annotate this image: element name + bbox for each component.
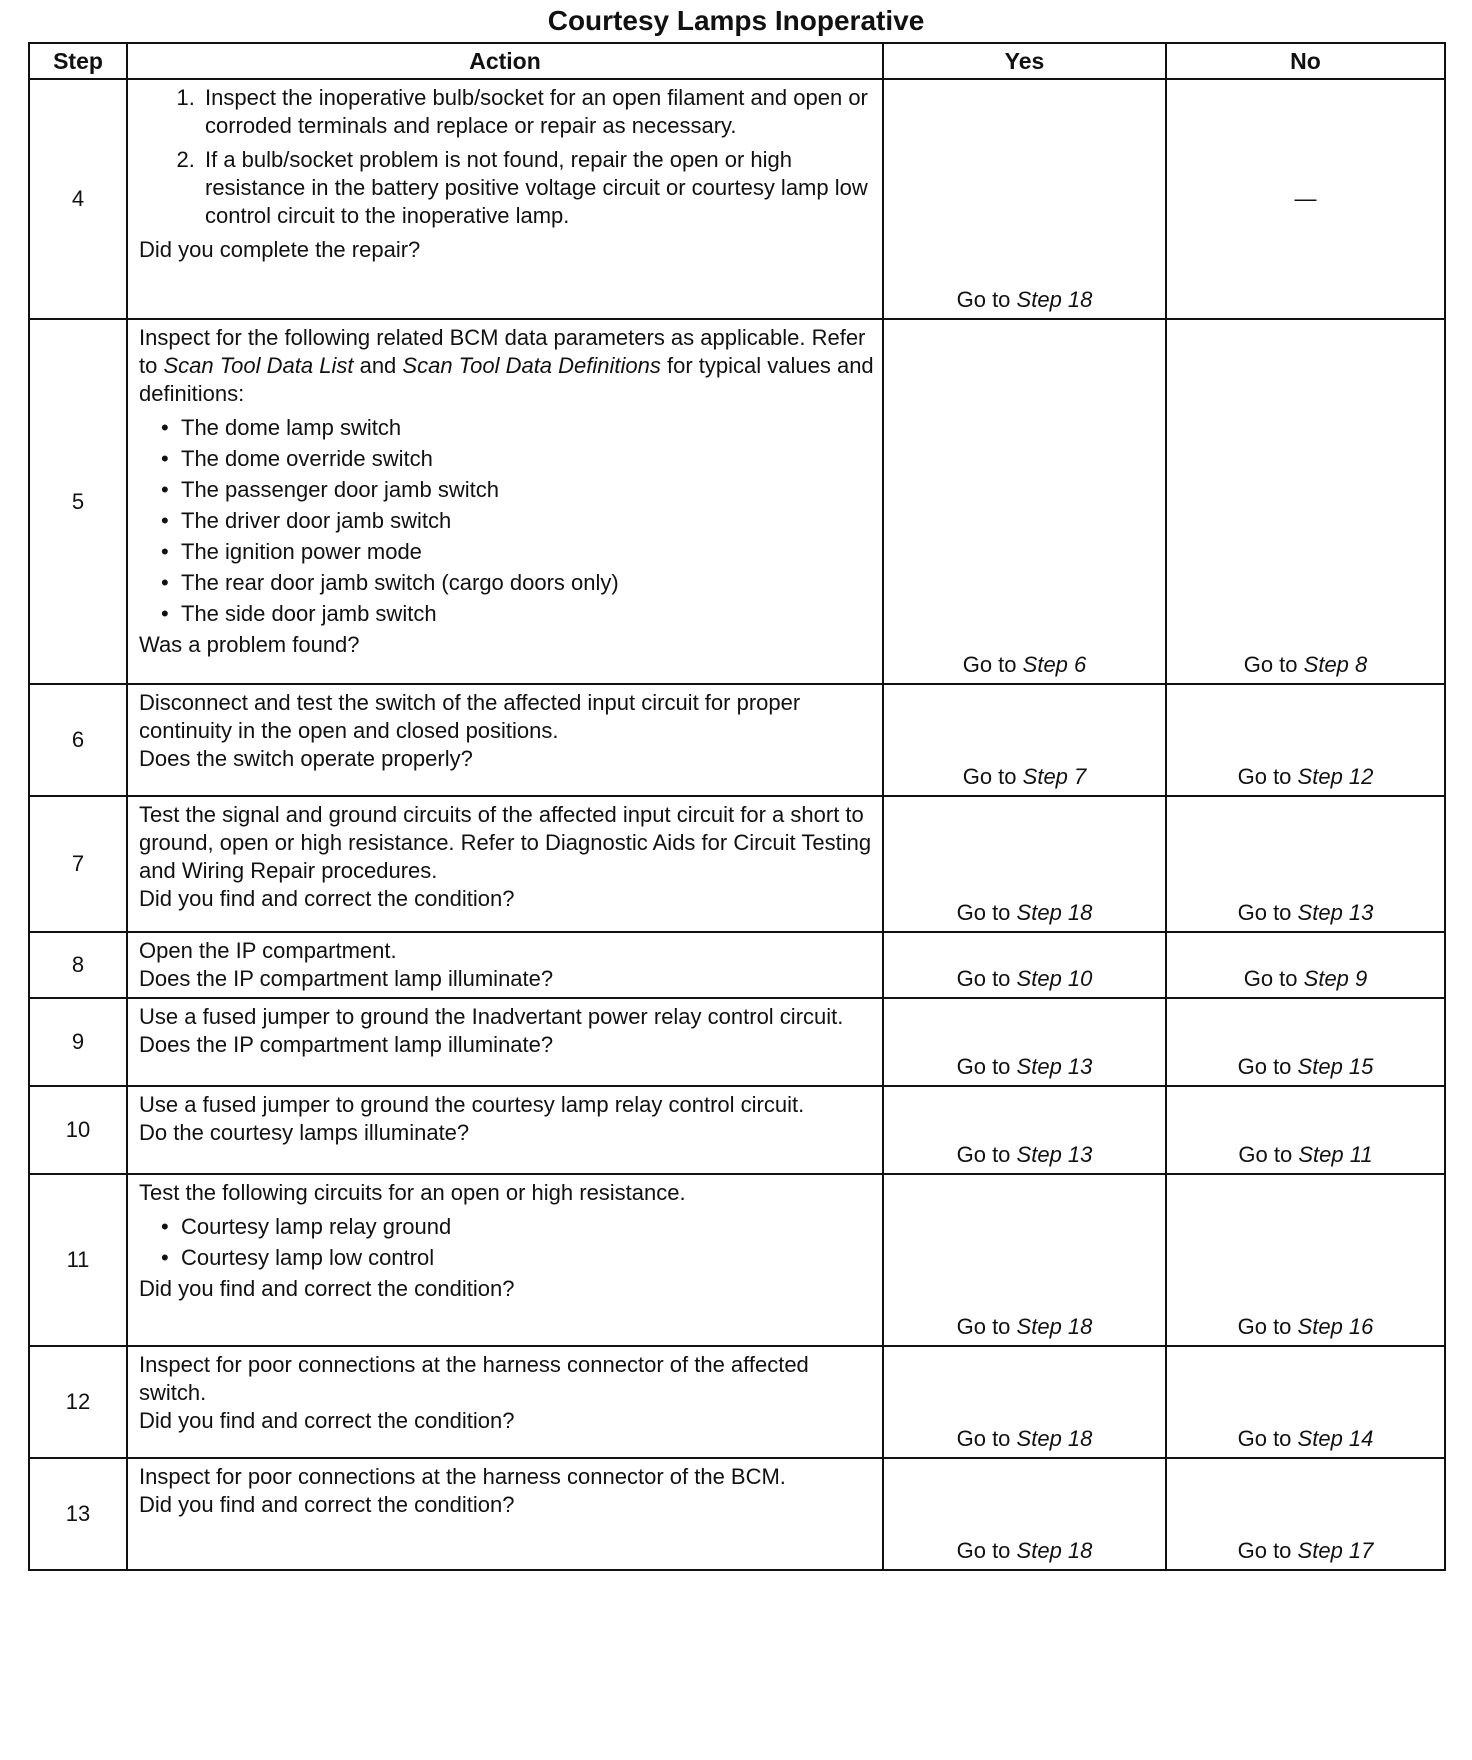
question-text: Did you find and correct the condition? <box>139 1492 515 1517</box>
page-title: Courtesy Lamps Inoperative <box>547 5 925 36</box>
question-text: Did you find and correct the condition? <box>139 886 515 911</box>
instruction-part: Inspect for the following related BCM data parameters as applicable. Refer to <box>139 325 866 378</box>
diagnostic-table <box>28 42 1446 1571</box>
yes-result <box>883 1346 1166 1458</box>
instruction-text: Test the following circuits for an open or high resistance. <box>139 1180 686 1205</box>
action-cell <box>127 79 883 319</box>
instruction-text: Use a fused jumper to ground the courtesy lamp relay control circuit. <box>139 1092 805 1117</box>
step-reference: Step 8 <box>1303 652 1368 677</box>
instruction-text: Test the signal and ground circuits of the affected input circuit for a short to ground, open or high resistance. Refer to Diagnostic Aids for Circuit Testing and Wiring Repair procedures. <box>139 802 872 883</box>
question-text: Does the IP compartment lamp illuminate? <box>139 1032 554 1057</box>
header-action: Action <box>127 43 883 79</box>
go-to-label: Go to <box>1237 1426 1292 1451</box>
no-result <box>1166 998 1445 1086</box>
step-reference: Step 13 <box>1297 900 1374 925</box>
no-result <box>1166 1174 1445 1346</box>
step-reference: Step 15 <box>1297 1054 1374 1079</box>
yes-result <box>883 932 1166 998</box>
step-number: 11 <box>29 1174 127 1346</box>
no-result <box>1166 79 1445 319</box>
table-row-step-5 <box>29 319 1445 684</box>
step-reference: Step 14 <box>1297 1426 1374 1451</box>
step-reference: Step 11 <box>1298 1142 1373 1167</box>
question-text: Did you find and correct the condition? <box>139 1276 515 1301</box>
action-cell <box>127 1346 883 1458</box>
go-to-label: Go to <box>956 1538 1011 1563</box>
list-item: • The ignition power mode <box>181 538 878 566</box>
question-text: Does the switch operate properly? <box>139 746 473 771</box>
yes-result <box>883 1086 1166 1174</box>
go-to-label: Go to <box>956 1142 1011 1167</box>
instruction-text: Disconnect and test the switch of the affected input circuit for proper continuity in the open and closed positions. <box>139 690 801 743</box>
step-reference: Step 7 <box>1022 764 1087 789</box>
step-reference: Step 13 <box>1016 1054 1093 1079</box>
yes-result <box>883 684 1166 796</box>
header-yes: Yes <box>883 43 1166 79</box>
step-reference: Step 10 <box>1016 966 1093 991</box>
step-reference: Step 18 <box>1016 1314 1093 1339</box>
bullet-list <box>139 1213 878 1272</box>
go-to-label: Go to <box>1237 900 1292 925</box>
instruction-text: Inspect for poor connections at the harness connector of the BCM. <box>139 1464 786 1489</box>
step-number: 9 <box>29 998 127 1086</box>
go-to-label: Go to <box>1238 1142 1293 1167</box>
question-text: Did you complete the repair? <box>139 237 421 262</box>
instruction-text: Use a fused jumper to ground the Inadvertant power relay control circuit. <box>139 1004 844 1029</box>
action-cell <box>127 684 883 796</box>
instruction-part: for typical values and definitions: <box>139 353 874 406</box>
step-number: 6 <box>29 684 127 796</box>
action-cell <box>127 1174 883 1346</box>
list-item: • Courtesy lamp relay ground <box>181 1213 878 1241</box>
step-reference: Step 18 <box>1016 1538 1093 1563</box>
go-to-label: Go to <box>1237 1054 1292 1079</box>
yes-result <box>883 319 1166 684</box>
list-item: • The driver door jamb switch <box>181 507 878 535</box>
question-text: Does the IP compartment lamp illuminate? <box>139 966 554 991</box>
yes-result <box>883 998 1166 1086</box>
instruction-text: Open the IP compartment. <box>139 938 397 963</box>
step-number: 5 <box>29 319 127 684</box>
header-row <box>29 43 1445 79</box>
no-result <box>1166 1458 1445 1570</box>
yes-result <box>883 1174 1166 1346</box>
table-row-step-6 <box>29 684 1445 796</box>
step-reference: Step 12 <box>1297 764 1374 789</box>
instruction-text: Inspect for poor connections at the harness connector of the affected switch. <box>139 1352 809 1405</box>
go-to-label: Go to <box>1237 1538 1292 1563</box>
list-item: 2. If a bulb/socket problem is not found, repair the open or high resistance in the battery positive voltage circuit or courtesy lamp low control circuit to the inoperative lamp. <box>201 146 878 230</box>
header-step: Step <box>29 43 127 79</box>
go-to-label: Go to <box>962 764 1017 789</box>
no-result <box>1166 684 1445 796</box>
question-text: Did you find and correct the condition? <box>139 1408 515 1433</box>
table-row-step-13 <box>29 1458 1445 1570</box>
list-item: • The side door jamb switch <box>181 600 878 628</box>
no-result <box>1166 932 1445 998</box>
instruction-text <box>139 324 878 408</box>
list-item: • The rear door jamb switch (cargo doors only) <box>181 569 878 597</box>
action-cell <box>127 932 883 998</box>
list-item: • The passenger door jamb switch <box>181 476 878 504</box>
table-row-step-11 <box>29 1174 1445 1346</box>
go-to-label: Go to <box>956 1054 1011 1079</box>
table-row-step-12 <box>29 1346 1445 1458</box>
table-row-step-4 <box>29 79 1445 319</box>
step-number: 13 <box>29 1458 127 1570</box>
question-text: Do the courtesy lamps illuminate? <box>139 1120 470 1145</box>
list-item: • The dome lamp switch <box>181 414 878 442</box>
table-row-step-9 <box>29 998 1445 1086</box>
step-reference: Step 9 <box>1303 966 1368 991</box>
instruction-part: and <box>359 353 397 378</box>
step-reference: Step 16 <box>1297 1314 1374 1339</box>
go-to-label: Go to <box>1237 1314 1292 1339</box>
yes-result <box>883 1458 1166 1570</box>
go-to-label: Go to <box>956 900 1011 925</box>
step-number: 10 <box>29 1086 127 1174</box>
step-number: 12 <box>29 1346 127 1458</box>
go-to-label: Go to <box>956 1426 1011 1451</box>
list-item: • The dome override switch <box>181 445 878 473</box>
step-reference: Step 6 <box>1022 652 1087 677</box>
reference-scan-tool-data-list: Scan Tool Data List <box>163 353 354 378</box>
step-reference: Step 18 <box>1016 900 1093 925</box>
action-cell <box>127 998 883 1086</box>
step-reference: Step 17 <box>1297 1538 1374 1563</box>
header-no: No <box>1166 43 1445 79</box>
yes-result <box>883 796 1166 932</box>
no-action-dash: — <box>1294 186 1317 211</box>
go-to-label: Go to <box>956 1314 1011 1339</box>
table-row-step-8 <box>29 932 1445 998</box>
go-to-label: Go to <box>1243 652 1298 677</box>
no-result <box>1166 796 1445 932</box>
action-cell <box>127 1086 883 1174</box>
no-result <box>1166 1086 1445 1174</box>
go-to-label: Go to <box>956 287 1011 312</box>
step-reference: Step 18 <box>1016 1426 1093 1451</box>
action-cell <box>127 319 883 684</box>
step-number: 7 <box>29 796 127 932</box>
table-row-step-10 <box>29 1086 1445 1174</box>
step-reference: Step 13 <box>1016 1142 1093 1167</box>
step-number: 4 <box>29 79 127 319</box>
table-row-step-7 <box>29 796 1445 932</box>
go-to-label: Go to <box>962 652 1017 677</box>
list-item: • Courtesy lamp low control <box>181 1244 878 1272</box>
question-text: Was a problem found? <box>139 632 360 657</box>
no-result <box>1166 1346 1445 1458</box>
numbered-list <box>139 84 878 236</box>
yes-result <box>883 79 1166 319</box>
step-number: 8 <box>29 932 127 998</box>
reference-scan-tool-data-definitions: Scan Tool Data Definitions <box>402 353 661 378</box>
bullet-list <box>139 414 878 628</box>
action-cell <box>127 796 883 932</box>
no-result <box>1166 319 1445 684</box>
go-to-label: Go to <box>1243 966 1298 991</box>
step-reference: Step 18 <box>1016 287 1093 312</box>
action-cell <box>127 1458 883 1570</box>
go-to-label: Go to <box>956 966 1011 991</box>
list-item: 1. Inspect the inoperative bulb/socket for an open filament and open or corroded terminals and replace or repair as necessary. <box>201 84 878 140</box>
go-to-label: Go to <box>1237 764 1292 789</box>
